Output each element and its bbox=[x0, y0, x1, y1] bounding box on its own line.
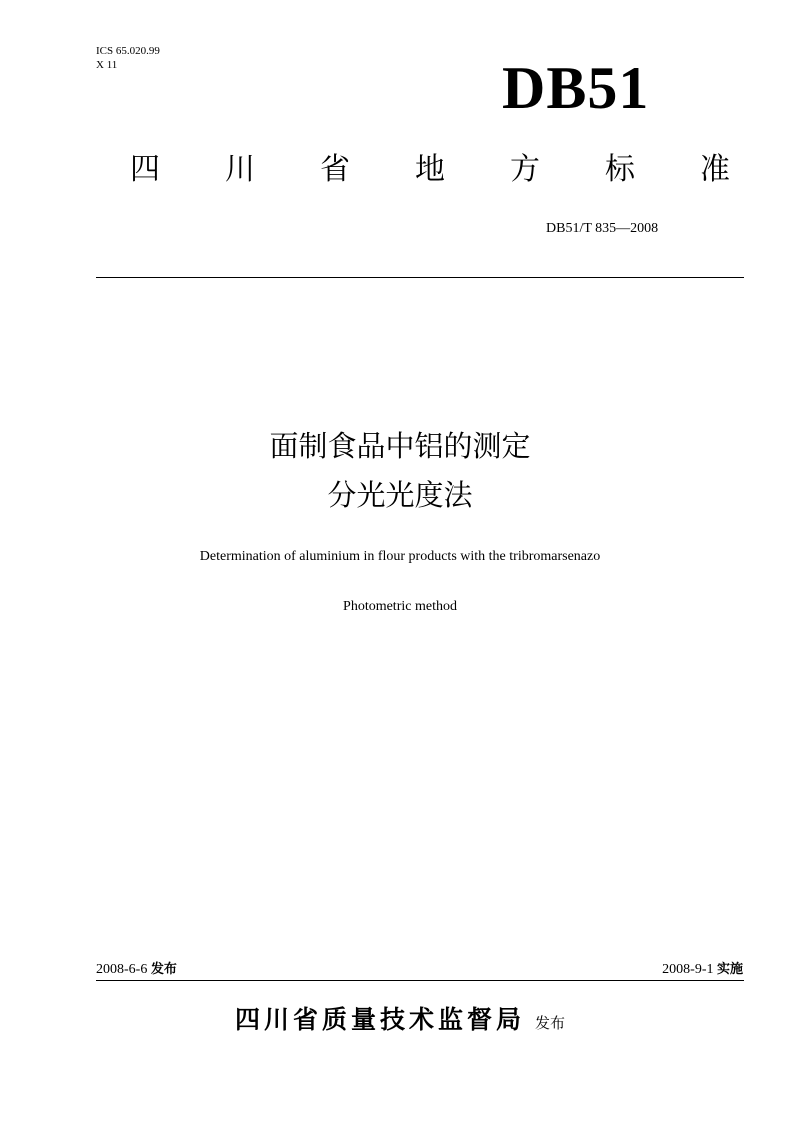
classification-block bbox=[96, 44, 160, 72]
issue-label: 发布 bbox=[150, 962, 177, 977]
footer-divider bbox=[96, 980, 744, 981]
standard-type-char: 方 bbox=[510, 152, 540, 187]
effective-date-block bbox=[662, 960, 743, 980]
standard-type-char: 准 bbox=[700, 152, 730, 187]
title-en-line2: Photometric method bbox=[343, 599, 457, 614]
standard-type-char: 省 bbox=[320, 152, 350, 187]
standard-type-char: 四 bbox=[130, 152, 160, 187]
issuer-name: 四川省质量技术监督局 bbox=[234, 1005, 525, 1034]
issuer-suffix: 发布 bbox=[535, 1014, 566, 1032]
standard-type-char: 川 bbox=[225, 152, 255, 187]
issue-date-block bbox=[96, 960, 177, 980]
effective-label: 实施 bbox=[716, 962, 743, 977]
class-code: X 11 bbox=[96, 59, 118, 71]
issue-date: 2008-6-6 bbox=[96, 962, 148, 977]
standard-type-char: 地 bbox=[415, 152, 445, 187]
standard-number: DB51/T 835—2008 bbox=[546, 221, 659, 236]
standard-type-char: 标 bbox=[605, 152, 635, 187]
issuer-block bbox=[0, 1002, 800, 1042]
effective-date: 2008-9-1 bbox=[662, 962, 714, 977]
db-logo: DB51 bbox=[502, 55, 650, 121]
title-en-line1: Determination of aluminium in flour products with the tribromarsenazo bbox=[199, 549, 601, 564]
title-zh-line1: 面制食品中铝的测定 bbox=[269, 429, 531, 463]
header-divider bbox=[96, 277, 744, 278]
standard-type bbox=[130, 148, 730, 192]
title-zh-line2: 分光光度法 bbox=[327, 478, 473, 512]
ics-code: ICS 65.020.99 bbox=[96, 45, 160, 57]
